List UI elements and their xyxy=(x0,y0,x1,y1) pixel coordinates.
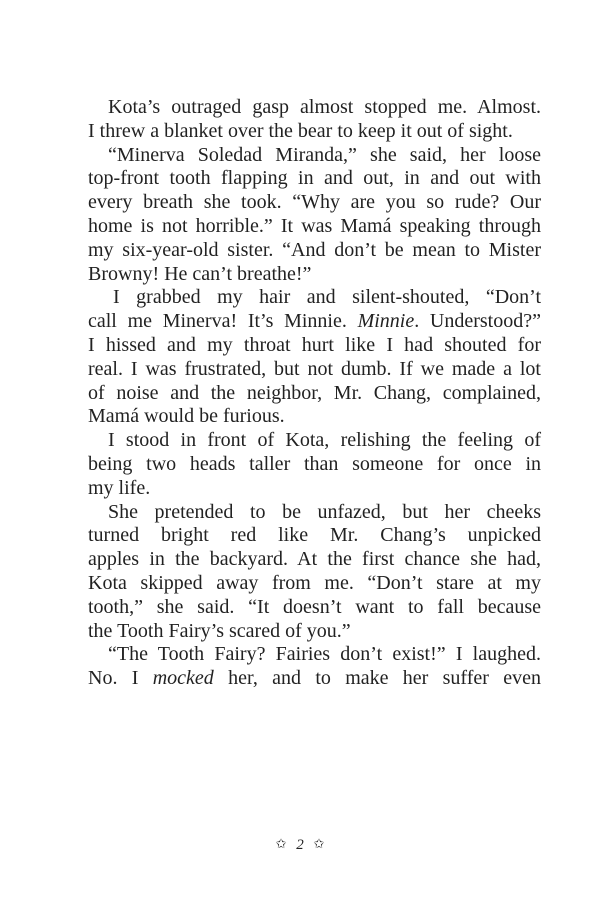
text-line xyxy=(88,667,541,691)
text-line: real. I was frustrated, but not dumb. If we made a lot xyxy=(88,357,541,380)
text-line: top-front tooth flapping in and out, in and out with xyxy=(88,167,541,190)
star-icon: ✩ xyxy=(313,836,325,851)
paragraph-2 xyxy=(88,143,541,287)
text-line: I stood in front of Kota, relishing the feeling of xyxy=(108,429,541,452)
text-line: “Minerva Soledad Miranda,” she said, her loose xyxy=(108,143,541,166)
text-line: Mamá would be furious. xyxy=(88,405,285,428)
text-line: of noise and the neighbor, Mr. Chang, complained, xyxy=(88,381,541,404)
text-line: my life. xyxy=(88,476,151,499)
text-line: Browny! He can’t breathe!” xyxy=(88,262,312,285)
text-line: Kota skipped away from me. “Don’t stare at my xyxy=(88,571,541,594)
text-segment: . Understood?” xyxy=(414,310,541,333)
text-line: the Tooth Fairy’s scared of you.” xyxy=(88,619,351,642)
text-line: I hissed and my throat hurt like I had shouted for xyxy=(88,333,541,356)
paragraph-3 xyxy=(88,286,541,429)
text-line: I threw a blanket over the bear to keep it out of sight. xyxy=(88,119,513,142)
star-icon: ✩ xyxy=(275,836,287,851)
text-line: home is not horrible.” It was Mamá speaking through xyxy=(88,214,541,237)
text-line: every breath she took. “Why are you so rude? Our xyxy=(88,191,541,214)
paragraph-4 xyxy=(88,429,541,500)
text-line: She pretended to be unfazed, but her cheeks xyxy=(108,500,541,523)
text-segment: call me Minerva! It’s Minnie. xyxy=(88,310,358,333)
italic-word: mocked xyxy=(152,667,214,690)
text-line: my six-year-old sister. “And don’t be mean to Mister xyxy=(88,238,541,261)
text-line: apples in the backyard. At the first chance she had, xyxy=(88,548,541,571)
text-line: I grabbed my hair and silent-shouted, “Don’t xyxy=(113,286,541,309)
text-line: tooth,” she said. “It doesn’t want to fall because xyxy=(88,595,541,618)
text-line xyxy=(88,310,541,334)
text-line: turned bright red like Mr. Chang’s unpicked xyxy=(88,524,541,547)
text-segment: her, and to make her suffer even xyxy=(213,667,541,690)
text-segment: No. I xyxy=(88,667,153,690)
italic-word: Minnie xyxy=(357,310,415,333)
body-text xyxy=(88,96,541,691)
paragraph-5 xyxy=(88,500,541,644)
paragraph-6 xyxy=(88,643,541,691)
text-line: being two heads taller than someone for once in xyxy=(88,452,541,475)
text-line: Kota’s outraged gasp almost stopped me. Almost. xyxy=(108,96,541,118)
paragraph-1 xyxy=(88,96,541,144)
page-number: 2 xyxy=(296,837,304,853)
text-line: “The Tooth Fairy? Fairies don’t exist!” I laughed. xyxy=(108,643,541,666)
page-footer xyxy=(0,836,600,854)
